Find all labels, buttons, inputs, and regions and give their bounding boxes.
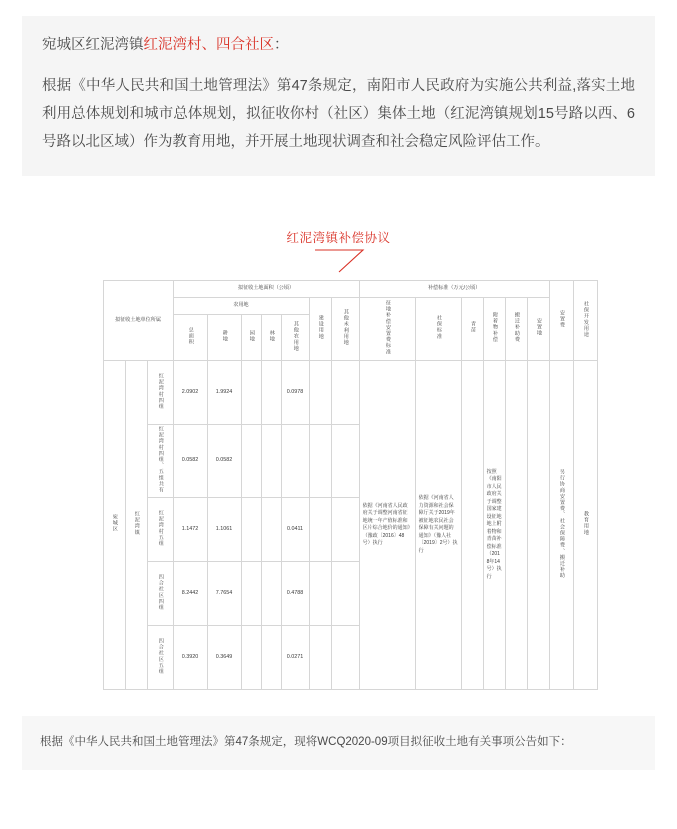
cell-construction xyxy=(309,626,331,690)
cell-construction xyxy=(309,361,331,425)
th-comp-desc: 征地补偿安置费标准 xyxy=(359,298,415,361)
pointer-arrow-icon xyxy=(309,248,369,274)
cell-cultivated: 0.0582 xyxy=(207,425,241,498)
cell-garden xyxy=(241,562,261,626)
cell-construction xyxy=(309,425,331,498)
table-header-row-2 xyxy=(103,298,597,315)
cell-forest xyxy=(261,425,281,498)
bottom-note: 根据《中华人民共和国土地管理法》第47条规定，现将WCQ2020-09项目拟征收土地有关事项公告如下： xyxy=(22,716,655,770)
th-total: 总面积 xyxy=(173,315,207,361)
cell-resettle: 另行协商安置费、社会保障费、搬迁补助 xyxy=(549,361,573,690)
cell-village: 红泥湾村四组、五组共有 xyxy=(147,425,173,498)
th-house: 青苗 xyxy=(461,298,483,361)
th-other-farm: 其他农用地 xyxy=(281,315,309,361)
cell-cultivated: 1.9924 xyxy=(207,361,241,425)
notice-title-highlight: 红泥湾村、四合社区 xyxy=(143,37,274,53)
cell-construction xyxy=(309,562,331,626)
notice-body: 根据《中华人民共和国土地管理法》第47条规定，南阳市人民政府为实施公共利益,落实土地利用总体规划和城市总体规划，拟征收你村（社区）集体土地（红泥湾镇规划15号路以西、6号路以北区域）作为教育用地，并开展土地现状调查和社会稳定风险评估工作。 xyxy=(42,78,635,150)
th-place: 安置地 xyxy=(527,298,549,361)
cell-cultivated: 7.7654 xyxy=(207,562,241,626)
cell-other: 0.4788 xyxy=(281,562,309,626)
cell-other: 0.0271 xyxy=(281,626,309,690)
table-row xyxy=(103,361,597,425)
cell-village: 红泥湾村五组 xyxy=(147,498,173,562)
th-construction: 建设用地 xyxy=(309,298,331,361)
cell-total: 8.2442 xyxy=(173,562,207,626)
cell-cultivated: 1.1061 xyxy=(207,498,241,562)
notice-title xyxy=(42,32,635,58)
cell-total: 0.3920 xyxy=(173,626,207,690)
table-caption: 红泥湾镇补偿协议 xyxy=(286,231,391,245)
th-use: 社保开发用途 xyxy=(573,281,597,361)
cell-total: 1.1472 xyxy=(173,498,207,562)
cell-unused xyxy=(331,498,359,562)
th-area-group: 拟征收土地面积（公顷） xyxy=(173,281,359,298)
cell-village: 四合社区五组 xyxy=(147,626,173,690)
cell-other: 0.0411 xyxy=(281,498,309,562)
th-unused: 其他未利用地 xyxy=(331,298,359,361)
cell-comp-desc: 依据《河南省人民政府关于调整河南省征地统一年产值标准和区片综合地价的通知》（豫政〔2016〕48号）执行 xyxy=(359,361,415,690)
cell-village: 红泥湾村四组 xyxy=(147,361,173,425)
th-move: 搬迁补助费 xyxy=(505,298,527,361)
notice-block xyxy=(22,16,655,176)
cell-use: 教育用地 xyxy=(573,361,597,690)
cell-social-std: 依据《河南省人力资源和社会保障厅关于2019年被征地农民社会保障有关问题的通知》（豫人社〔2019〕2号）执行 xyxy=(415,361,461,690)
cell-forest xyxy=(261,626,281,690)
cell-place xyxy=(527,361,549,690)
table-header-row-1 xyxy=(103,281,597,298)
cell-total: 0.0582 xyxy=(173,425,207,498)
th-social-std: 社保标准 xyxy=(415,298,461,361)
cell-other: 0.0978 xyxy=(281,361,309,425)
cell-village: 四合社区四组 xyxy=(147,562,173,626)
th-comp-group: 补偿标准（万元/公顷） xyxy=(359,281,549,298)
cell-garden xyxy=(241,425,261,498)
th-garden: 园地 xyxy=(241,315,261,361)
th-location: 拟征收土地单位所属 xyxy=(103,281,173,361)
cell-garden xyxy=(241,626,261,690)
cell-unused xyxy=(331,626,359,690)
cell-garden xyxy=(241,361,261,425)
cell-total: 2.0902 xyxy=(173,361,207,425)
cell-forest xyxy=(261,498,281,562)
cell-garden xyxy=(241,498,261,562)
cell-house xyxy=(461,361,483,690)
th-farmland: 农用地 xyxy=(173,298,309,315)
cell-construction xyxy=(309,498,331,562)
cell-unused xyxy=(331,562,359,626)
cell-forest xyxy=(261,361,281,425)
table-caption-wrap xyxy=(0,228,677,280)
cell-cultivated: 0.3649 xyxy=(207,626,241,690)
th-resettle: 安置费 xyxy=(549,281,573,361)
th-attach: 附着物补偿 xyxy=(483,298,505,361)
th-forest: 林地 xyxy=(261,315,281,361)
cell-unused xyxy=(331,425,359,498)
cell-forest xyxy=(261,562,281,626)
cell-attach: 按照《南阳市人民政府关于调整国家建设征地地上附着物和青苗补偿标准（2018年14号）执行 xyxy=(483,361,505,690)
notice-title-suffix: ： xyxy=(274,37,289,53)
cell-other xyxy=(281,425,309,498)
th-cultivated: 耕地 xyxy=(207,315,241,361)
compensation-table xyxy=(103,280,598,690)
compensation-table-wrap xyxy=(103,280,589,690)
notice-title-prefix: 宛城区红泥湾镇 xyxy=(42,37,144,53)
cell-region2: 红泥湾镇 xyxy=(125,361,147,690)
document-page xyxy=(0,16,677,829)
cell-region1: 宛城区 xyxy=(103,361,125,690)
cell-move xyxy=(505,361,527,690)
cell-unused xyxy=(331,361,359,425)
